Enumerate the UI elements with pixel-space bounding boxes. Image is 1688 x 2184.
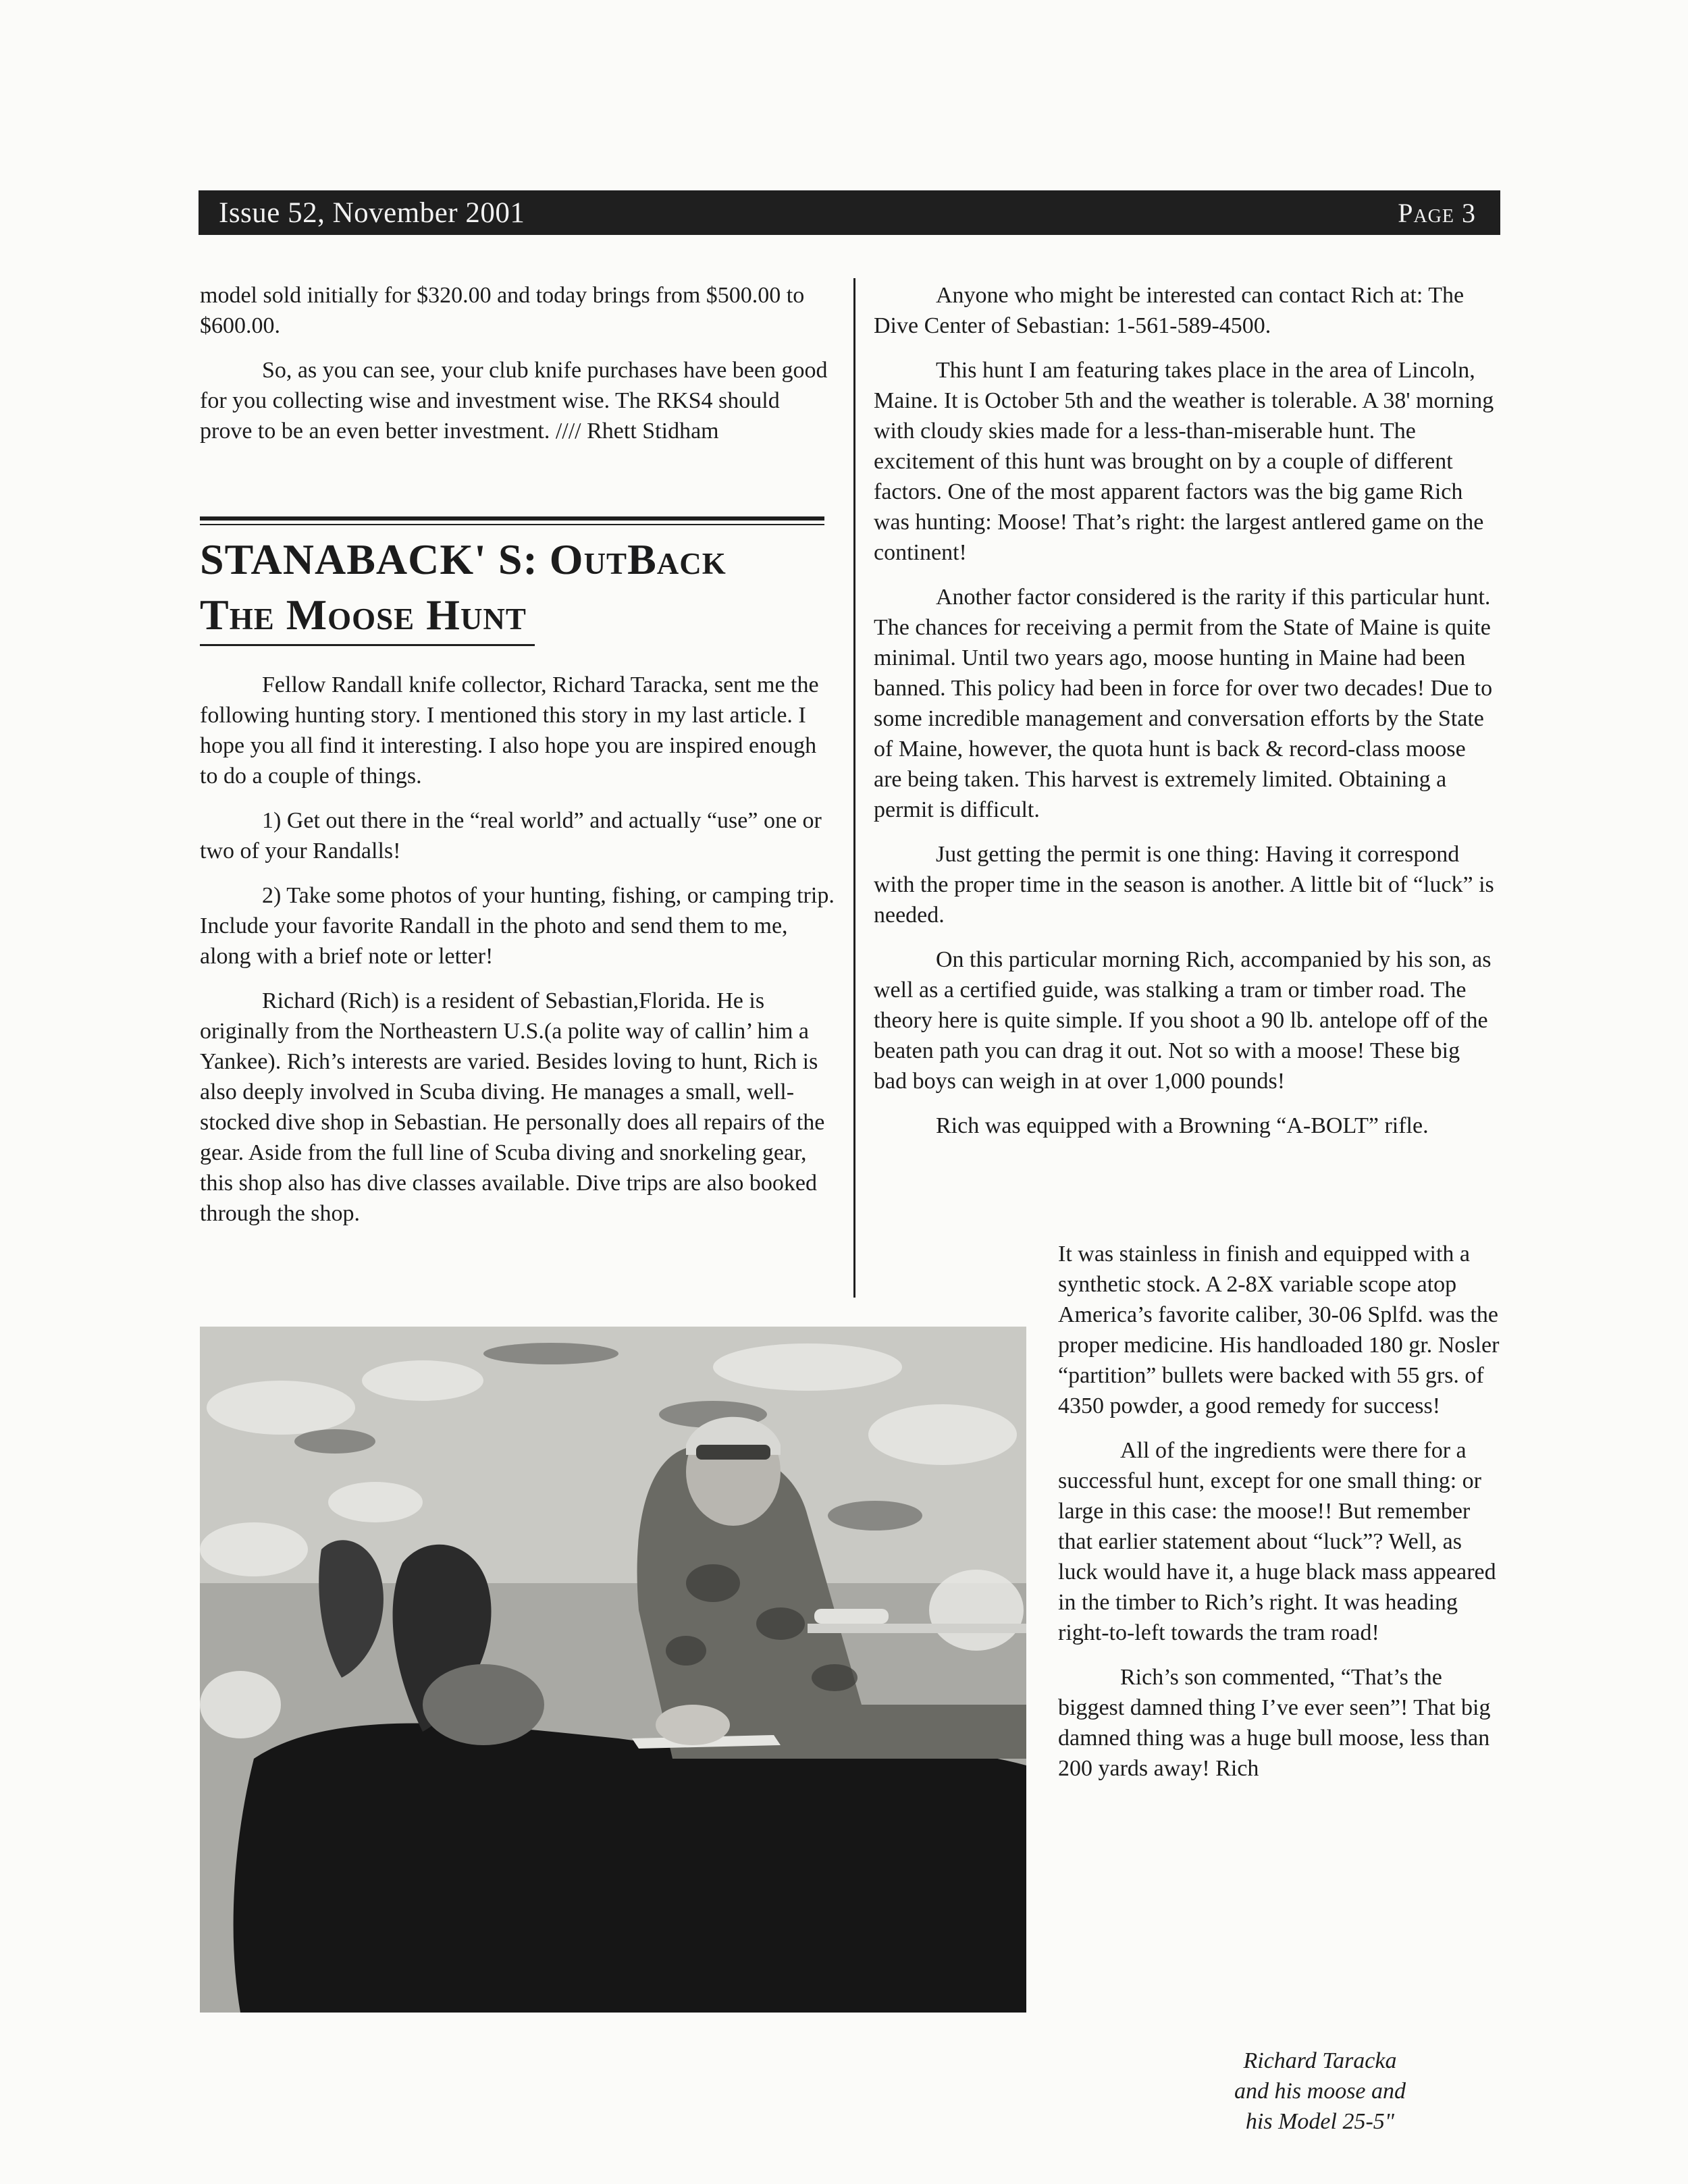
caption-line-3: his Model 25-5"	[1245, 2109, 1395, 2134]
headline-underline	[200, 644, 535, 646]
body-paragraph: It was stainless in finish and equipped with a synthetic stock. A 2-8X variable scope atop America’s favorite caliber, 30-06 Splfd. was the proper medicine. His handloaded 180 gr. Nosler “partition” bullets were backed with 55 grs. of 4350 powder, a good remedy for success!	[1058, 1242, 1500, 1418]
headline-line-1: STANABACK' S: OutBack	[200, 535, 727, 583]
right-column-wrap	[1058, 1239, 1504, 1798]
column-divider	[853, 278, 855, 1298]
caption-line-1: Richard Taracka	[1243, 2048, 1397, 2073]
body-paragraph: 1) Get out there in the “real world” and actually “use” one or two of your Randalls!	[200, 808, 822, 863]
headline-line-2: The Moose Hunt	[200, 591, 527, 639]
body-paragraph: model sold initially for $320.00 and today brings from $500.00 to $600.00.	[200, 283, 805, 338]
body-paragraph: On this particular morning Rich, accompanied by his son, as well as a certified guide, was stalking a tram or timber road. The theory here is quite simple. If you shoot a 90 lb. antelope off of the beaten path you can drag it out. Not so with a moose! These big bad boys can weigh in at over 1,000 pounds!	[874, 947, 1492, 1094]
page-header-bar	[199, 190, 1500, 235]
photo-illustration	[200, 1327, 1026, 2013]
body-paragraph: So, as you can see, your club knife purchases have been good for you collecting wise and investment wise. The RKS4 should prove to be an even better investment. //// Rhett Stidham	[200, 358, 828, 444]
issue-date: Issue 52, November 2001	[219, 196, 525, 229]
body-paragraph: Fellow Randall knife collector, Richard Taracka, sent me the following hunting story. I mentioned this story in my last article. I hope you all find it interesting. I also hope you are inspired enough to do a couple of things.	[200, 672, 819, 789]
caption-line-2: and his moose and	[1234, 2079, 1406, 2104]
body-paragraph: Anyone who might be interested can contact Rich at: The Dive Center of Sebastian: 1-561-589-4500.	[874, 283, 1465, 338]
hunter-moose-photo	[200, 1327, 1026, 2013]
body-paragraph: 2) Take some photos of your hunting, fishing, or camping trip. Include your favorite Randall in the photo and send them to me, along with a brief note or letter!	[200, 883, 835, 969]
section-rule-thick	[200, 516, 824, 521]
body-paragraph: Rich’s son commented, “That’s the biggest damned thing I’ve ever seen”! That big damned thing was a huge bull moose, less than 200 yards away! Rich	[1058, 1665, 1491, 1781]
photo-caption	[1178, 2046, 1462, 2137]
article-headline	[200, 532, 835, 643]
left-column-story	[200, 670, 835, 1243]
body-paragraph: Another factor considered is the rarity if this particular hunt. The chances for receiving a permit from the State of Maine is quite minimal. Until two years ago, moose hunting in Maine had been banned. This policy had been in force for over two decades! Due to some incredible management and conversation efforts by the State of Maine, however, the quota hunt is back & record-class moose are being taken. This harvest is extremely limited. Obtaining a permit is difficult.	[874, 585, 1493, 822]
body-paragraph: Just getting the permit is one thing: Having it correspond with the proper time in the season is another. A little bit of “luck” is needed.	[874, 842, 1494, 928]
body-paragraph-rifle: Rich was equipped with a Browning “A-BOLT” rifle.	[936, 1113, 1429, 1138]
body-paragraph: Richard (Rich) is a resident of Sebastian,Florida. He is originally from the Northeastern U.S.(a polite way of callin’ him a Yankee). Rich’s interests are varied. Besides loving to hunt, Rich is also deeply involved in Scuba diving. He manages a small, well-stocked dive shop in Sebastian. He personally does all repairs of the gear. Aside from the full line of Scuba diving and snorkeling gear, this shop also has dive classes available. Dive trips are also booked through the shop.	[200, 988, 825, 1226]
section-rule-thin	[200, 524, 824, 525]
left-column	[200, 280, 835, 460]
page-number: Page 3	[1398, 197, 1476, 228]
right-column	[874, 280, 1495, 1141]
body-paragraph: This hunt I am featuring takes place in the area of Lincoln, Maine. It is October 5th and the weather is tolerable. A 38' morning with cloudy skies made for a less-than-miserable hunt. The excitement of this hunt was brought on by a couple of different factors. One of the most apparent factors was the big game Rich was hunting: Moose! That’s right: the largest antlered game on the continent!	[874, 358, 1494, 565]
body-paragraph: All of the ingredients were there for a successful hunt, except for one small thing: or large in this case: the moose!! But remember that earlier statement about “luck”? Well, as luck would have it, a huge black mass appeared in the timber to Rich’s right. It was heading right-to-left towards the tram road!	[1058, 1438, 1496, 1645]
